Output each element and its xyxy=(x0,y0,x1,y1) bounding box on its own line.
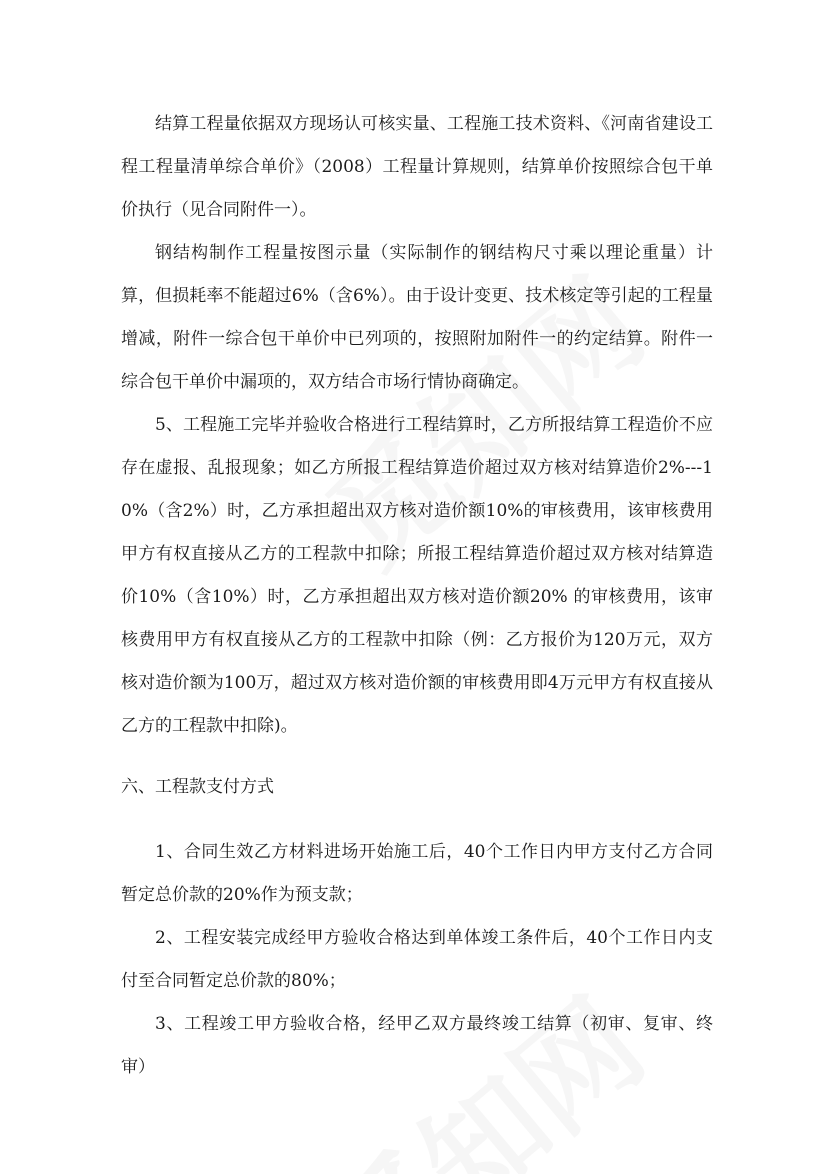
payment-item-2: 2、工程安装完成经甲方验收合格达到单体竣工条件后，40个工作日内支付至合同暂定总价款的80%； xyxy=(121,928,713,991)
settlement-audit-paragraph: 5、工程施工完毕并验收合格进行工程结算时，乙方所报结算工程造价不应存在虚报、乱报现象；如乙方所报工程结算造价超过双方核对结算造价2%---10%（含2%）时，乙方承担超出双方核对造价额10%的审核费用，该审核费用甲方有权直接从乙方的工程款中扣除；所报工程结算造价超过双方核对结算造价10%（含10%）时，乙方承担超出双方核对造价额20% 的审核费用，该审核费用甲方有权直接从乙方的工程款中扣除（例：乙方报价为120万元，双方核对造价额为100万，超过双方核对造价额的审核费用即4万元甲方有权直接从乙方的工程款中扣除)。 xyxy=(121,415,713,736)
payment-item-3: 3、工程竣工甲方验收合格，经甲乙双方最终竣工结算（初审、复审、终审） xyxy=(121,1014,713,1077)
document-body xyxy=(121,103,713,1089)
settlement-basis-paragraph: 结算工程量依据双方现场认可核实量、工程施工技术资料、《河南省建设工程工程量清单综合单价》（2008）工程量计算规则，结算单价按照综合包干单价执行（见合同附件一）。 xyxy=(121,114,713,220)
payment-item-1: 1、合同生效乙方材料进场开始施工后，40个工作日内甲方支付乙方合同暂定总价款的20%作为预支款； xyxy=(121,842,713,905)
steel-structure-paragraph: 钢结构制作工程量按图示量（实际制作的钢结构尺寸乘以理论重量）计算，但损耗率不能超过6%（含6%）。由于设计变更、技术核定等引起的工程量增减，附件一综合包干单价中已列项的，按照附加附件一的约定结算。附件一综合包干单价中漏项的，双方结合市场行情协商确定。 xyxy=(121,243,713,392)
section-heading: 六、工程款支付方式 xyxy=(121,777,274,797)
